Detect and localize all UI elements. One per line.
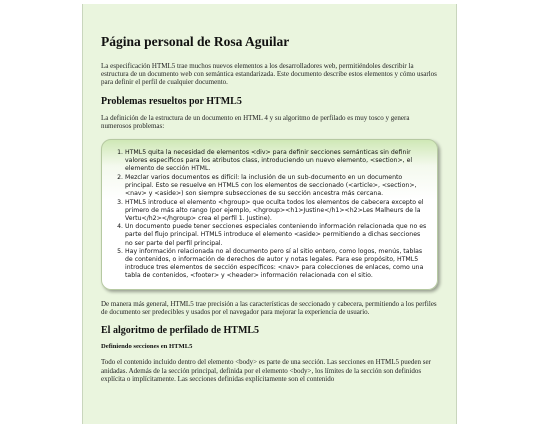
list-item: 2. Mezclar varios documentos es difícil: la inclusión de un sub-documento en un documento principal. Esto se resuelve en HTML5 con los elementos de seccionado (<article>, <section>, <nav> y <aside>) son siempre subsecciones de su sección ancestra más cercana. [125,174,427,198]
document-page [82,4,457,424]
section-heading-problems: Problemas resueltos por HTML5 [101,95,242,107]
problems-intro-paragraph: La definición de la estructura de un documento en HTML 4 y su algoritmo de perfilado es muy tosco y genera numerosos problemas: [101,113,410,130]
list-item: 3. HTML5 introduce el elemento <hgroup> que oculta todos los elementos de cabecera excepto el primero de más alto rango (por ejemplo, <hgroup><h1>Justine</h1><h2>Les Malheurs de la Vertu</h2></hgroup> crea el perfil 1. Justine). [125,199,427,223]
subsection-heading-defining-sections: Definiendo secciones en HTML5 [101,343,193,351]
list-item: 4. Un documento puede tener secciones especiales conteniendo información relacionada que no es parte del flujo principal. HTML5 introduce el elemento <aside> permitiendo a dichas secciones no ser parte del perfil principal. [125,223,427,247]
list-item: 5. Hay información relacionada no al documento pero sí al sitio entero, como logos, menús, tablas de contenidos, o información de derechos de autor y notas legales. Para ese propósito, HTML5 introduce tres elementos de sección específicos: <nav> para colecciones de enlaces, como una tabla de contenidos, <footer> y <header> información relacionada con el sitio. [125,248,427,280]
intro-paragraph: La especificación HTML5 trae muchos nuevos elementos a los desarrolladores web, permitiéndoles describir la estructura de un documento web con semántica estandarizada. Este documento describe estos elementos y cómo usarlos para definir el perfil de cualquier documento. [101,62,437,87]
problems-callout [101,139,438,290]
problems-list [108,149,427,281]
section-heading-outline-algorithm: El algoritmo de perfilado de HTML5 [101,325,260,337]
page-title: Página personal de Rosa Aguilar [101,34,290,49]
defining-sections-paragraph: Todo el contenido incluido dentro del elemento <body> es parte de una sección. Las secciones en HTML5 pueden ser anidadas. Además de la sección principal, definida por el elemento <body>, los límites de la sección son definidos explícita o implícitamente. Las secciones definidas explícitamente son el contenido [101,358,431,383]
list-item: 1. HTML5 quita la necesidad de elementos <div> para definir secciones semánticas sin definir valores específicos para los atributos class, introduciendo un nuevo elemento, <section>, el elemento de sección HTML. [125,149,427,173]
problems-closing-paragraph: De manera más general, HTML5 trae precisión a las características de seccionado y cabecera, permitiendo a los perfiles de documento ser predecibles y usados por el navegador para mejorar la experiencia de usuario. [101,300,437,317]
